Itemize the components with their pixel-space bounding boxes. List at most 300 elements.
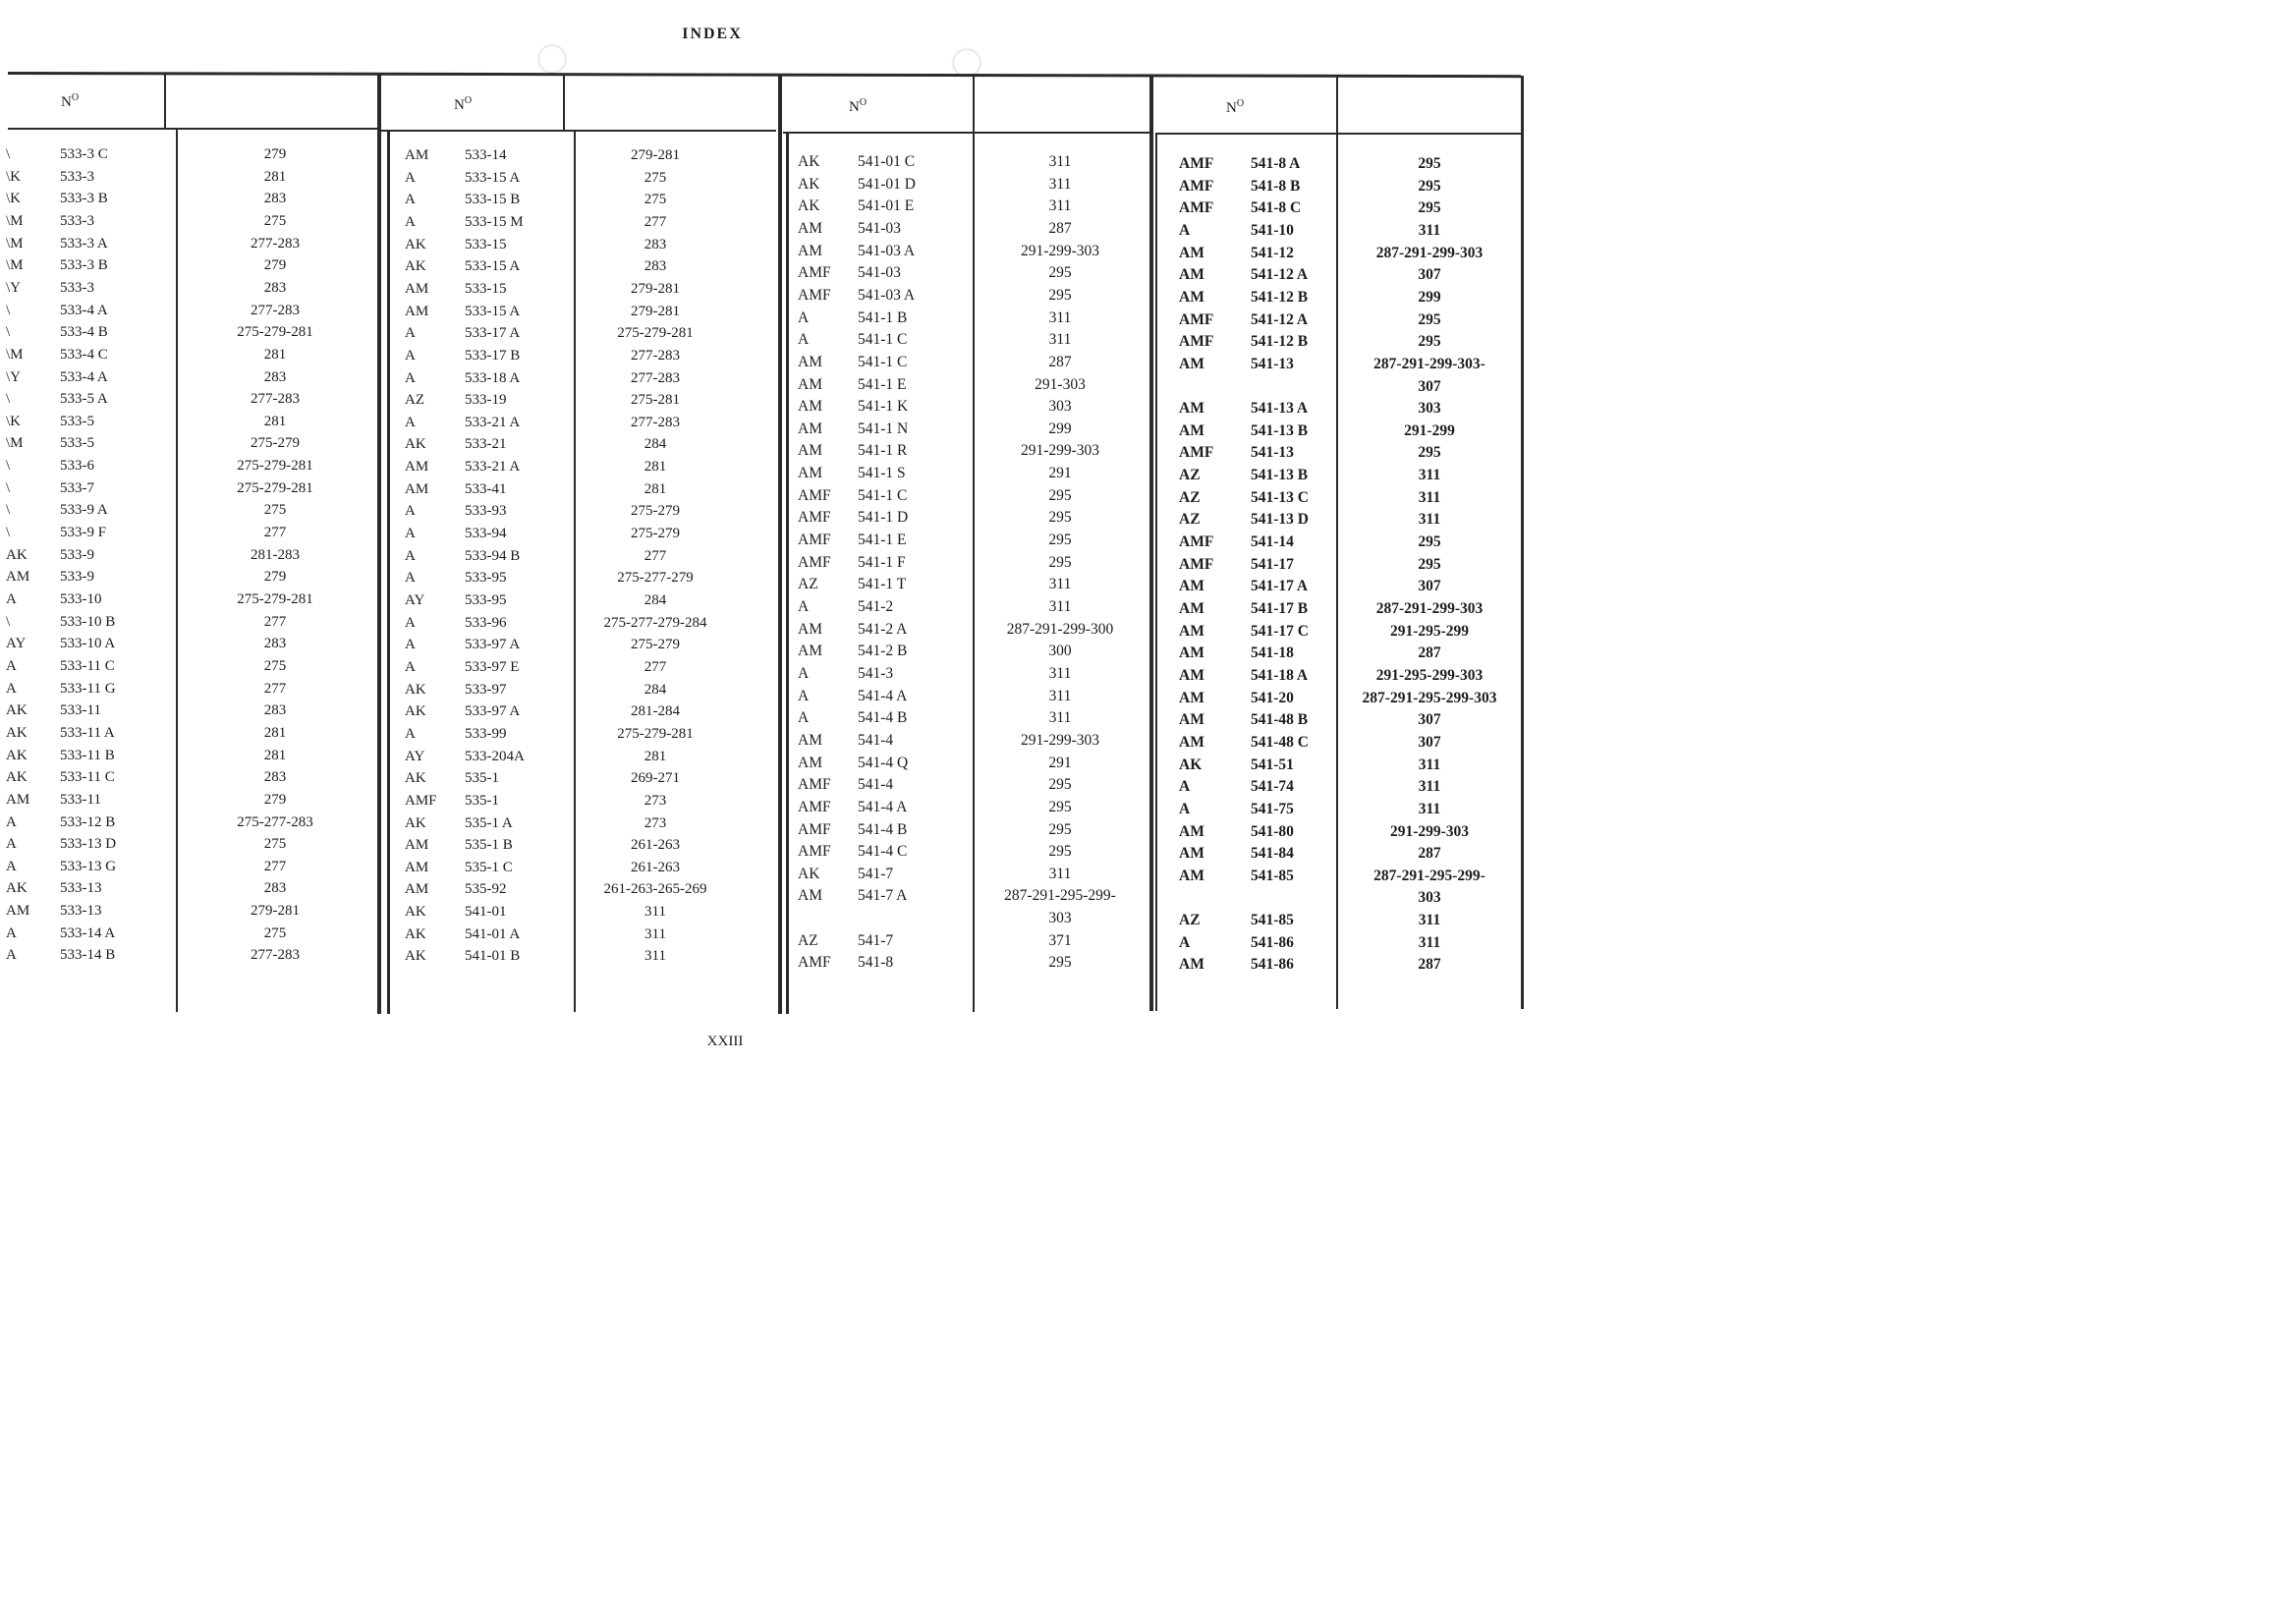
- entry-prefix: AM: [798, 465, 822, 482]
- entry-number: 533-21 A: [465, 414, 521, 430]
- entry-number: 541-10: [1251, 221, 1294, 239]
- entry-number: 535-92: [465, 881, 507, 898]
- index-entry: [6, 458, 369, 479]
- entry-prefix: AM: [405, 303, 429, 319]
- entry-prefix: A: [798, 687, 810, 704]
- entry-number: 541-48 C: [1251, 733, 1309, 751]
- entry-number: 541-4 Q: [858, 754, 909, 771]
- entry-number: 533-5: [60, 413, 94, 429]
- entry-pages: 284: [644, 436, 667, 453]
- entry-prefix: A: [1179, 933, 1191, 951]
- index-entry: [405, 170, 768, 192]
- entry-number: 541-12 A: [1251, 310, 1309, 328]
- index-entry: [405, 370, 768, 392]
- entry-prefix: AY: [6, 636, 27, 652]
- entry-pages: 273: [644, 814, 667, 831]
- entry-prefix: \M: [6, 235, 24, 252]
- entry-number: 541-1 C: [858, 353, 908, 370]
- entry-pages: 277: [263, 680, 287, 697]
- entry-prefix: A: [798, 664, 810, 682]
- entry-pages: 295: [1418, 155, 1441, 172]
- entry-pages: 275: [644, 169, 667, 186]
- entry-pages: 311: [1048, 709, 1072, 727]
- index-entry: [1179, 778, 1523, 800]
- entry-number: 541-13: [1251, 355, 1294, 372]
- entry-prefix: AZ: [1179, 912, 1201, 929]
- entry-prefix: AM: [1179, 622, 1204, 640]
- entry-pages: 281: [263, 724, 287, 741]
- entry-number: 533-10: [60, 591, 102, 607]
- entry-prefix: A: [6, 813, 17, 830]
- entry-prefix: AM: [1179, 288, 1204, 306]
- index-entry: [798, 755, 1161, 776]
- entry-pages: 291-299-303: [1389, 822, 1470, 840]
- entry-prefix: A: [405, 658, 416, 675]
- column-rule: [563, 74, 565, 131]
- entry-pages: 287: [1048, 219, 1072, 237]
- entry-prefix: AM: [798, 620, 822, 638]
- entry-number: 541-1 C: [858, 331, 908, 349]
- entry-prefix: \: [6, 525, 11, 541]
- entry-number: 541-01 C: [858, 153, 916, 170]
- entry-pages: 311: [1418, 933, 1441, 951]
- entry-pages: 311: [1048, 687, 1072, 704]
- entry-pages: 295: [1048, 286, 1072, 304]
- entry-pages: 279: [263, 569, 287, 586]
- entry-pages: 300: [1048, 643, 1072, 660]
- index-entry: [405, 526, 768, 547]
- entry-number: 535-1: [465, 770, 499, 787]
- index-entry: [798, 576, 1161, 597]
- entry-pages: 281: [263, 747, 287, 763]
- entry-prefix: A: [405, 526, 416, 542]
- entry-pages: 311: [1418, 800, 1441, 817]
- entry-pages: 307: [1418, 711, 1441, 729]
- entry-number: 541-1 D: [858, 509, 909, 527]
- entry-pages: 287-291-295-299-303: [1362, 689, 1497, 706]
- entry-prefix: AM: [1179, 421, 1204, 439]
- entry-prefix: AM: [1179, 244, 1204, 261]
- entry-number: 533-15 B: [465, 192, 521, 208]
- entry-pages: 275-279: [251, 435, 300, 452]
- entry-number: 535-1 A: [465, 814, 513, 831]
- entry-pages: 275: [644, 192, 667, 208]
- entry-pages: 277-283: [251, 302, 300, 318]
- entry-prefix: A: [405, 725, 416, 742]
- index-entry: [6, 324, 369, 346]
- entry-number: 541-4: [858, 776, 894, 794]
- index-entry: [1179, 467, 1523, 488]
- entry-number: 533-3 B: [60, 257, 108, 274]
- entry-pages: 291-299: [1404, 421, 1455, 439]
- entry-prefix: AMF: [1179, 444, 1214, 462]
- entry-pages: 277: [644, 547, 667, 564]
- entry-prefix: \: [6, 613, 11, 630]
- index-entry: [798, 621, 1161, 643]
- entry-pages: 311: [1418, 221, 1441, 239]
- entry-pages: 295: [1418, 177, 1441, 195]
- index-entry: [405, 682, 768, 703]
- entry-prefix: AM: [1179, 666, 1204, 684]
- entry-number: 541-17: [1251, 555, 1294, 573]
- column-header-4: $N^O$: [1226, 98, 1245, 116]
- entry-number: 533-96: [465, 614, 507, 631]
- entry-prefix: \M: [6, 212, 24, 229]
- entry-prefix: AK: [6, 546, 28, 563]
- entry-number: 535-1: [465, 792, 499, 809]
- entry-number: 541-14: [1251, 533, 1294, 551]
- index-entry: [798, 509, 1161, 531]
- binder-hole-right: [953, 49, 980, 77]
- entry-prefix: AM: [1179, 845, 1204, 863]
- index-entry: [1179, 578, 1523, 599]
- entry-prefix: A: [405, 192, 416, 208]
- entry-pages: 287: [1048, 353, 1072, 370]
- entry-pages: 311: [644, 904, 666, 921]
- entry-prefix: A: [405, 369, 416, 386]
- index-entry: [1179, 845, 1523, 867]
- index-entry: [1179, 667, 1523, 689]
- entry-pages: 261-263: [631, 859, 680, 875]
- index-entry: [405, 325, 768, 347]
- panel-divider-2b: [786, 132, 789, 1014]
- index-entry: [6, 814, 369, 836]
- entry-number: 533-14 A: [60, 924, 116, 941]
- entry-pages: 283: [644, 236, 667, 252]
- entry-number: 541-7: [858, 931, 894, 949]
- entry-number: 541-13 D: [1251, 511, 1309, 529]
- entry-number: 533-11 C: [60, 769, 115, 786]
- entry-number: 533-14: [465, 147, 507, 163]
- page-title: INDEX: [682, 26, 743, 42]
- table-top-rule: [8, 72, 1521, 78]
- entry-pages: 291-295-299: [1389, 622, 1470, 640]
- entry-prefix: AK: [6, 702, 28, 719]
- entry-prefix: AZ: [798, 931, 818, 949]
- index-entry: [405, 659, 768, 681]
- entry-pages: 291-299-303: [1020, 442, 1100, 460]
- index-entry: [1179, 956, 1523, 978]
- index-entry: [405, 237, 768, 258]
- index-entry: [6, 636, 369, 657]
- entry-pages: 295: [1048, 843, 1072, 861]
- index-entry: [6, 191, 369, 212]
- entry-pages: 307: [1418, 266, 1441, 284]
- entry-prefix: AMF: [1179, 155, 1214, 172]
- index-entry: [6, 658, 369, 680]
- entry-number: 541-03: [858, 219, 901, 237]
- entry-number: 541-1 T: [858, 576, 907, 593]
- entry-pages: 277: [263, 613, 287, 630]
- entry-prefix: AMF: [1179, 333, 1214, 351]
- entry-pages: 287-291-299-303-: [1373, 355, 1485, 372]
- entry-prefix: A: [798, 598, 810, 615]
- entry-number: 541-2 A: [858, 620, 908, 638]
- index-entry: [1179, 889, 1523, 911]
- index-entry: [6, 369, 369, 391]
- index-entry: [6, 925, 369, 947]
- entry-pages: 283: [263, 636, 287, 652]
- index-entry: [798, 309, 1161, 331]
- index-entry: [1179, 289, 1523, 310]
- index-entry: [6, 169, 369, 191]
- entry-prefix: AMF: [798, 954, 831, 972]
- panel-divider-2: [778, 74, 782, 1014]
- index-panel-2: [405, 147, 768, 992]
- index-entry: [405, 392, 768, 414]
- entry-prefix: AMF: [798, 264, 831, 282]
- entry-pages: 311: [1048, 197, 1072, 215]
- entry-number: 533-94 B: [465, 547, 521, 564]
- index-entry: [798, 598, 1161, 620]
- index-entry: [405, 503, 768, 525]
- entry-number: 533-3: [60, 212, 94, 229]
- index-entry: [1179, 623, 1523, 644]
- entry-pages: 261-263-265-269: [603, 881, 707, 898]
- entry-prefix: AM: [6, 569, 30, 586]
- entry-pages: 275: [263, 502, 287, 519]
- entry-pages: 275: [263, 924, 287, 941]
- index-entry: [6, 725, 369, 747]
- entry-prefix: A: [798, 331, 810, 349]
- entry-pages: 281: [644, 480, 667, 497]
- entry-prefix: AM: [1179, 355, 1204, 372]
- entry-pages: 275-277-279: [617, 570, 694, 587]
- entry-pages: 291: [1048, 465, 1072, 482]
- entry-pages: 311: [1048, 153, 1072, 170]
- binder-hole-left: [538, 45, 566, 73]
- entry-pages: 299: [1048, 420, 1072, 437]
- index-entry: [405, 615, 768, 637]
- entry-number: 541-13 A: [1251, 400, 1309, 418]
- entry-pages: 281-284: [631, 703, 680, 720]
- header-bottom-rule-2: [381, 130, 776, 132]
- index-entry: [1179, 178, 1523, 199]
- entry-number: 533-13: [60, 880, 102, 897]
- entry-pages: 311: [1418, 467, 1441, 484]
- entry-pages: 283: [644, 258, 667, 275]
- entry-prefix: AM: [405, 480, 429, 497]
- index-entry: [798, 465, 1161, 486]
- entry-pages: 311: [1048, 865, 1072, 882]
- index-entry: [6, 836, 369, 858]
- entry-number: 533-4 B: [60, 324, 108, 341]
- entry-pages: 287-291-299-300: [1006, 620, 1114, 638]
- index-entry: [6, 591, 369, 613]
- entry-pages: 277: [644, 658, 667, 675]
- entry-pages: 277-283: [631, 347, 680, 364]
- entry-number: 541-18 A: [1251, 666, 1309, 684]
- entry-number: 533-21 A: [465, 459, 521, 476]
- entry-number: 541-85: [1251, 867, 1294, 884]
- index-entry: [6, 480, 369, 502]
- page-number: XXIII: [706, 1034, 744, 1049]
- entry-prefix: AK: [798, 153, 820, 170]
- index-entry: [1179, 756, 1523, 778]
- entry-number: 533-13 G: [60, 858, 117, 874]
- entry-prefix: AK: [6, 880, 28, 897]
- entry-number: 541-8 A: [1251, 155, 1301, 172]
- entry-pages: 295: [1048, 532, 1072, 549]
- entry-pages: 281: [644, 748, 667, 764]
- entry-number: 541-17 A: [1251, 578, 1309, 595]
- entry-prefix: A: [1179, 800, 1191, 817]
- index-entry: [798, 799, 1161, 820]
- entry-prefix: AK: [405, 436, 426, 453]
- entry-prefix: AM: [1179, 600, 1204, 617]
- entry-pages: 303: [1418, 889, 1441, 907]
- entry-prefix: \: [6, 324, 11, 341]
- entry-pages: 295: [1048, 776, 1072, 794]
- entry-prefix: A: [405, 614, 416, 631]
- entry-prefix: AY: [405, 748, 425, 764]
- index-entry: [798, 688, 1161, 709]
- index-entry: [405, 770, 768, 792]
- entry-pages: 275-279: [631, 637, 680, 653]
- index-entry: [798, 442, 1161, 464]
- entry-number: 541-1 K: [858, 398, 909, 416]
- entry-prefix: A: [405, 637, 416, 653]
- entry-prefix: AZ: [1179, 511, 1201, 529]
- entry-prefix: AM: [6, 791, 30, 808]
- entry-prefix: A: [1179, 778, 1191, 796]
- entry-pages: 311: [1048, 308, 1072, 326]
- header-bottom-rule-4: [1155, 133, 1523, 135]
- entry-prefix: AMF: [798, 509, 831, 527]
- entry-number: 533-9 A: [60, 502, 108, 519]
- entry-number: 541-8 B: [1251, 177, 1301, 195]
- entry-number: 541-13: [1251, 444, 1294, 462]
- entry-pages: 295: [1418, 333, 1441, 351]
- index-entry: [798, 487, 1161, 509]
- entry-pages: 275-277-283: [237, 813, 313, 830]
- entry-prefix: AZ: [798, 576, 818, 593]
- entry-number: 541-03 A: [858, 242, 916, 259]
- entry-prefix: AM: [405, 147, 429, 163]
- entry-pages: 277-283: [251, 947, 300, 964]
- entry-number: 533-11: [60, 791, 101, 808]
- entry-pages: 279-281: [251, 903, 300, 920]
- index-entry: [1179, 489, 1523, 511]
- entry-pages: 291-299-303: [1020, 731, 1100, 749]
- entry-pages: 277: [263, 525, 287, 541]
- entry-number: 533-3: [60, 168, 94, 185]
- entry-pages: 275-279-281: [237, 458, 313, 475]
- entry-pages: 275: [263, 657, 287, 674]
- entry-prefix: AK: [405, 925, 426, 942]
- entry-prefix: \Y: [6, 368, 21, 385]
- entry-prefix: AK: [6, 724, 28, 741]
- entry-number: 541-86: [1251, 933, 1294, 951]
- entry-prefix: AM: [405, 881, 429, 898]
- entry-number: 533-15 M: [465, 213, 524, 230]
- entry-pages: 277: [263, 858, 287, 874]
- entry-number: 533-11 C: [60, 657, 115, 674]
- index-entry: [6, 391, 369, 413]
- entry-prefix: \K: [6, 191, 21, 207]
- entry-number: 541-4: [858, 731, 894, 749]
- index-entry: [6, 880, 369, 902]
- entry-pages: 275-279-281: [237, 324, 313, 341]
- entry-pages: 307: [1418, 733, 1441, 751]
- entry-prefix: AMF: [798, 843, 831, 861]
- entry-number: 533-3: [60, 279, 94, 296]
- index-entry: [405, 147, 768, 169]
- column-header-2: $N^O$: [454, 95, 473, 113]
- entry-number: 533-3 B: [60, 191, 108, 207]
- entry-number: 533-11 B: [60, 747, 115, 763]
- entry-pages: 279: [263, 257, 287, 274]
- entry-number: 541-85: [1251, 912, 1294, 929]
- entry-prefix: AM: [798, 754, 822, 771]
- index-entry: [798, 220, 1161, 242]
- entry-pages: 284: [644, 681, 667, 698]
- entry-pages: 295: [1418, 199, 1441, 217]
- entry-pages: 287-291-299-303: [1375, 600, 1484, 617]
- index-entry: [405, 948, 768, 970]
- index-entry: [6, 681, 369, 702]
- entry-pages: 299: [1418, 288, 1441, 306]
- entry-number: 541-03 A: [858, 286, 916, 304]
- entry-number: 533-9: [60, 569, 94, 586]
- index-entry: [798, 554, 1161, 576]
- index-entry: [405, 904, 768, 925]
- entry-number: 541-75: [1251, 800, 1294, 817]
- index-entry: [6, 347, 369, 368]
- index-entry: [6, 435, 369, 457]
- entry-number: 533-97: [465, 681, 507, 698]
- entry-number: 533-4 A: [60, 302, 108, 318]
- entry-number: 533-4 C: [60, 346, 108, 363]
- entry-prefix: AK: [405, 770, 426, 787]
- entry-prefix: AM: [405, 280, 429, 297]
- index-entry: [1179, 356, 1523, 377]
- entry-prefix: \: [6, 502, 11, 519]
- index-entry: [405, 749, 768, 770]
- index-entry: [798, 331, 1161, 353]
- entry-pages: 281: [263, 413, 287, 429]
- entry-prefix: AM: [6, 903, 30, 920]
- index-entry: [798, 420, 1161, 442]
- entry-pages: 295: [1418, 310, 1441, 328]
- entry-pages: 311: [644, 925, 666, 942]
- entry-pages: 284: [644, 592, 667, 608]
- entry-pages: 279: [263, 791, 287, 808]
- index-entry: [6, 903, 369, 924]
- index-entry: [798, 264, 1161, 286]
- entry-prefix: AK: [405, 703, 426, 720]
- entry-prefix: AMF: [405, 792, 437, 809]
- entry-number: 535-1 C: [465, 859, 513, 875]
- entry-prefix: AM: [1179, 822, 1204, 840]
- entry-prefix: \: [6, 302, 11, 318]
- entry-pages: 281: [263, 346, 287, 363]
- entry-pages: 311: [1048, 175, 1072, 193]
- entry-pages: 295: [1048, 820, 1072, 838]
- entry-pages: 303: [1418, 400, 1441, 418]
- entry-pages: 287: [1418, 845, 1441, 863]
- entry-prefix: AZ: [1179, 467, 1201, 484]
- index-entry: [6, 236, 369, 257]
- entry-prefix: A: [6, 947, 17, 964]
- entry-number: 533-3 A: [60, 235, 108, 252]
- entry-pages: 311: [1048, 664, 1072, 682]
- entry-prefix: AK: [405, 236, 426, 252]
- entry-number: 541-1 B: [858, 308, 908, 326]
- index-entry: [6, 257, 369, 279]
- index-entry: [405, 281, 768, 303]
- index-entry: [405, 815, 768, 837]
